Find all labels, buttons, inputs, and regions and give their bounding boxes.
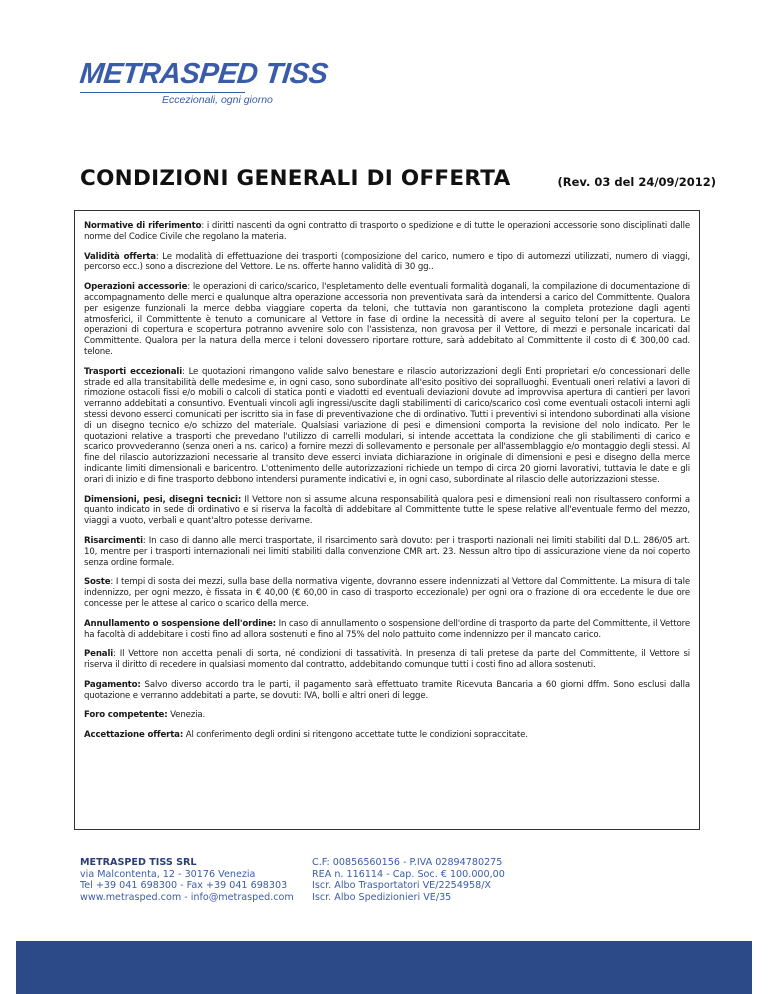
logo-wordmark: METRASPED TISS bbox=[78, 58, 330, 90]
footer-rea: REA n. 116114 - Cap. Soc. € 100.000,00 bbox=[312, 868, 505, 880]
section-body: In caso di annullamento o sospensione dell'ordine di trasporto da parte del Committente, il Vettore ha facoltà di addebitare i costi fino ad allora sostenuti e fino al 75% del nolo pattuito come indennizzo per il mancato carico. bbox=[84, 618, 690, 640]
footer-band bbox=[16, 941, 752, 994]
section-body: Le modalità di effettuazione dei trasporti (composizione del carico, numero e tipo di automezzi utilizzati, numero di viaggi, percorso ecc.) sono a discrezione del Vettore. Le ns. offerte hanno validità di 30 gg.. bbox=[84, 251, 691, 273]
section-pagamento bbox=[84, 680, 690, 702]
section-heading: Foro competente: bbox=[84, 710, 168, 721]
section-body: le operazioni di carico/scarico, l'espletamento delle eventuali formalità doganali, la compilazione di documentazione di accompagnamento delle merci e qualunque altra operazione accessoria non preventivata sarà da intendersi a carico del Committente. Qualora per esigenze funzionali la merce debba viaggiare coperta da teloni, che tuttavia non garantiscono la completa protezione dagli agenti atmosferici, il Committente è tenuto a comunicare al Vettore in fase di ordine la necessità di avere al seguito teloni per la copertura. Le operazioni di copertura e scopertura potranno avvenire solo con l'assistenza, non gravosa per il Vettore, di mezzi e personale incaricati dal Committente. Qualora per la natura della merce i teloni dovessero riportare rotture, sarà addebitato al Committente il costo di € 300,00 cad. telone. bbox=[84, 282, 691, 357]
footer-registry bbox=[312, 857, 505, 903]
section-risarcimenti bbox=[84, 536, 690, 568]
section-heading: Annullamento o sospensione dell'ordine: bbox=[84, 618, 276, 629]
section-body: Al conferimento degli ordini si ritengono accettate tutte le condizioni sopraccitate. bbox=[185, 730, 528, 741]
section-heading: Dimensioni, pesi, disegni tecnici: bbox=[84, 494, 242, 505]
section-body: Il Vettore non si assume alcuna responsabilità qualora pesi e dimensioni reali non risultassero conformi a quanto indicato in sede di ordinativo e si riserva la facoltà di addebitare al Committente tutte le spese relative all'eventuale fermo del mezzo, viaggi a vuoto, verbali e quant'altro potesse derivarne. bbox=[84, 494, 690, 527]
section-heading: Penali bbox=[84, 649, 114, 660]
page-title: CONDIZIONI GENERALI DI OFFERTA bbox=[80, 166, 511, 191]
logo-underline bbox=[80, 92, 245, 93]
section-body: I tempi di sosta dei mezzi, sulla base della normativa vigente, dovranno essere indennizzati al Vettore dal Committente. La misura di tale indennizzo, per ogni mezzo, è fissata in € 40,00 (€ 60,00 in caso di trasporto eccezionale) per ogni ora o frazione di ora eccedente le due ore concesse per le attese al carico o scarico della merce. bbox=[84, 577, 691, 609]
section-body: Venezia. bbox=[170, 710, 206, 721]
section-body: Le quotazioni rimangono valide salvo benestare e rilascio autorizzazioni degli Enti proprietari e/o concessionari delle strade ed alla transitabilità delle medesime e, in ogni caso, sono subordinate all'esito positivo dei sopralluoghi. Eventuali oneri relativi a lavori di rimozione ostacoli fissi e/o mobili o calcoli di statica ponti e viadotti ed eventuali deviazioni dovute ad improvvisa apertura di cantieri per lavori verranno addebitati a consuntivo. Eventuali vincoli agli ingressi/uscite dagli stabilimenti di carico/scarico così come eventuali ostacoli interni agli stessi devono esserci comunicati per iscritto sia in fase di preventivazione che di ordinativo. Tutti i preventivi si intendono subordinati alla visione di un disegno tecnico e/o schizzo del materiale. Qualsiasi variazione di pesi e dimensioni comporta la revisione del nolo indicato. Per le quotazioni relative a trasporti che prevedano l'utilizzo di carrelli modulari, si intende accettata la condizione che gli stabilimenti di carico e scarico provvederanno (senza oneri a ns. carico) a fornire mezzi di sollevamento e personale per all'assemblaggio e/o montaggio degli stessi. Al fine del rilascio autorizzazioni necessarie al transito deve esserci inviata dichiarazione in originale di dimensioni e pesi e disegno della merce indicante limiti dimensionali e baricentro. L'ottenimento delle autorizzazioni richiede un tempo di circa 20 giorni lavorativi, tuttavia le date e gli orari di inizio e di fine trasporto debbono intendersi puramente indicativi e, in ogni caso, subordinate al rilascio delle autorizzazioni stesse. bbox=[84, 366, 690, 485]
section-separator: : bbox=[201, 221, 207, 231]
footer-albo-spedizionieri: Iscr. Albo Spedizionieri VE/35 bbox=[312, 891, 452, 903]
section-body: i diritti nascenti da ogni contratto di trasporto o spedizione e di tutte le operazioni accessorie sono disciplinati dalle norme del Codice Civile che regolano la materia. bbox=[84, 221, 690, 242]
section-heading: Pagamento: bbox=[84, 679, 141, 690]
company-logo bbox=[78, 58, 330, 106]
section-separator: : bbox=[113, 649, 120, 660]
revision-label: (Rev. 03 del 24/09/2012) bbox=[557, 175, 716, 189]
section-body: In caso di danno alle merci trasportate, il risarcimento sarà dovuto: per i trasporti nazionali nei limiti stabiliti dal D.L. 286/05 art. 10, mentre per i trasporti internazionali nei limiti stabiliti dalla convenzione CMR art. 23. Nessun altro tipo di assicurazione viene da noi coperto senza ordine formale. bbox=[84, 535, 690, 568]
section-normative bbox=[84, 221, 690, 243]
section-separator: : bbox=[110, 577, 116, 588]
section-separator: : bbox=[155, 251, 163, 262]
section-separator: : bbox=[182, 366, 189, 377]
footer-contacts bbox=[80, 857, 294, 903]
footer-address: via Malcontenta, 12 - 30176 Venezia bbox=[80, 868, 256, 880]
section-heading: Risarcimenti bbox=[84, 535, 143, 546]
conditions-box bbox=[74, 210, 700, 830]
section-heading: Operazioni accessorie bbox=[84, 282, 188, 293]
footer-company-name: METRASPED TISS SRL bbox=[80, 857, 197, 868]
section-penali bbox=[84, 649, 690, 671]
section-heading: Accettazione offerta: bbox=[84, 730, 184, 741]
section-trasporti bbox=[84, 367, 690, 486]
section-heading: Soste bbox=[84, 577, 111, 588]
section-soste bbox=[84, 577, 690, 609]
section-heading: Normative di riferimento bbox=[84, 221, 202, 231]
section-heading: Trasporti eccezionali bbox=[84, 366, 182, 377]
section-annullamento bbox=[84, 619, 690, 641]
section-accettazione bbox=[84, 730, 690, 741]
section-heading: Validità offerta bbox=[84, 251, 156, 262]
section-separator: : bbox=[142, 535, 149, 546]
footer-albo-trasportatori: Iscr. Albo Trasportatori VE/2254958/X bbox=[312, 880, 491, 892]
section-dimensioni bbox=[84, 495, 690, 527]
section-operazioni bbox=[84, 282, 690, 358]
footer-web-email[interactable]: www.metrasped.com - info@metrasped.com bbox=[80, 891, 294, 903]
footer-tax-codes: C.F: 00856560156 - P.IVA 02894780275 bbox=[312, 857, 503, 868]
logo-tagline: Eccezionali, ogni giorno bbox=[162, 94, 273, 106]
section-validita bbox=[84, 252, 690, 274]
section-separator: : bbox=[187, 282, 193, 293]
section-body: Il Vettore non accetta penali di sorta, né condizioni di tassatività. In presenza di tali pretese da parte del Committente, il Vettore si riserva il diritto di recedere in qualsiasi momento dal contratto, addebitando comunque tutti i costi fino ad allora sostenuti. bbox=[84, 649, 691, 671]
section-body: Salvo diverso accordo tra le parti, il pagamento sarà effettuato tramite Ricevuta Bancaria a 60 giorni dffm. Sono esclusi dalla quotazione e verranno addebitati a parte, se dovuti: IVA, bolli e altri oneri di legge. bbox=[84, 679, 690, 701]
footer-phone: Tel +39 041 698300 - Fax +39 041 698303 bbox=[80, 880, 288, 892]
section-foro bbox=[84, 710, 690, 721]
